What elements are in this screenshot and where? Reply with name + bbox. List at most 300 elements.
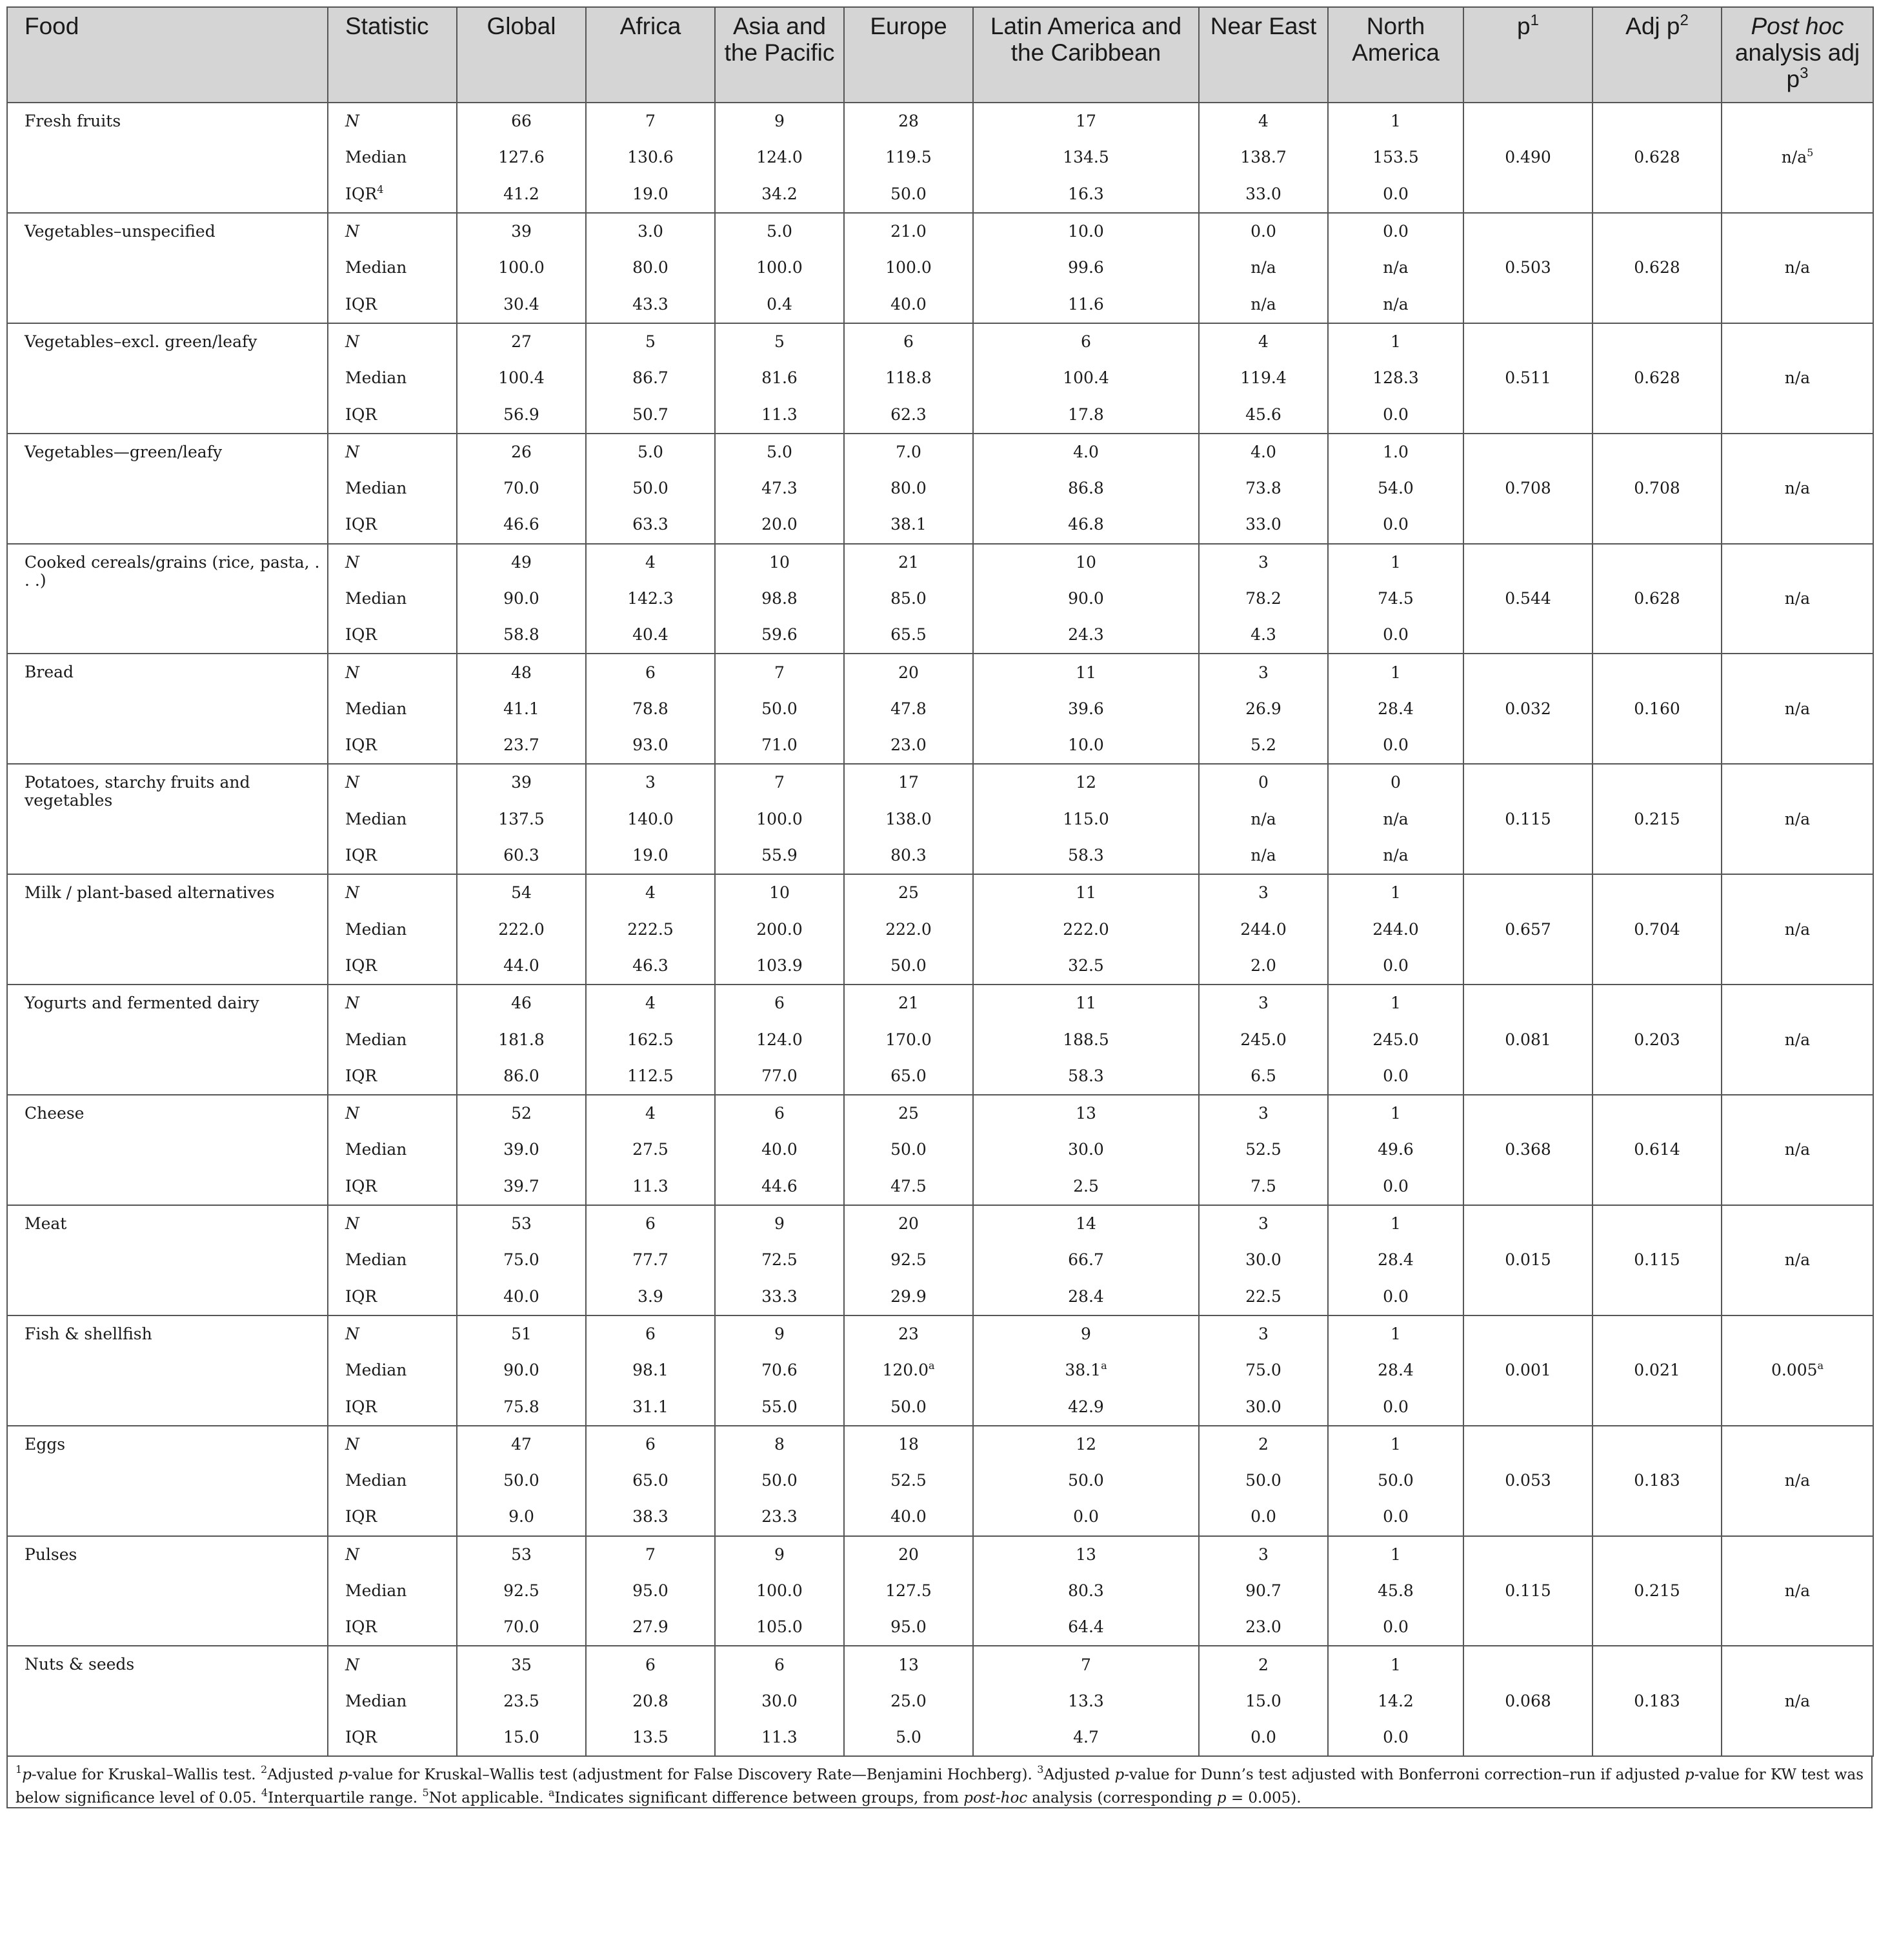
value-cell-europe (844, 1388, 973, 1425)
statistic-cell (328, 1095, 457, 1132)
cell-value: 4 (1258, 332, 1269, 351)
cell-value: 100.4 (498, 368, 545, 388)
value-cell-post-hoc (1722, 727, 1873, 764)
value-cell-post-hoc (1722, 948, 1873, 985)
value-cell-p (1463, 1168, 1593, 1205)
value-cell-near-east (1199, 434, 1328, 470)
value-cell-post-hoc (1722, 139, 1873, 175)
cell-value: 27.5 (632, 1140, 668, 1159)
cell-value: 0.0 (1383, 1397, 1409, 1416)
value-cell-adj-p (1593, 1095, 1722, 1132)
value-cell-europe (844, 396, 973, 433)
cell-value: 55.9 (761, 846, 798, 865)
value-cell-europe (844, 470, 973, 506)
cell-value: 47 (511, 1434, 532, 1454)
statistic-label: IQR (345, 1507, 377, 1526)
cell-value: 7 (774, 773, 785, 792)
cell-value: 53 (511, 1214, 532, 1234)
value-cell-north-america (1328, 506, 1463, 543)
value-cell-latin-america (973, 506, 1199, 543)
value-cell-global (457, 1426, 586, 1463)
value-cell-adj-p (1593, 985, 1722, 1021)
value-cell-p (1463, 1463, 1593, 1499)
cell-value: 120.0 (882, 1361, 929, 1380)
value-cell-asia-pacific (715, 1646, 844, 1683)
value-cell-north-america (1328, 912, 1463, 948)
col-header-latin-america: Latin America and the Caribbean (973, 7, 1199, 103)
food-name-cell: Vegetables—green/leafy (7, 434, 328, 544)
cell-value: 30.4 (503, 294, 539, 314)
value-cell-near-east (1199, 103, 1328, 139)
value-cell-near-east (1199, 1609, 1328, 1646)
value-cell-europe (844, 1426, 973, 1463)
value-cell-latin-america (973, 176, 1199, 213)
value-cell-africa (586, 691, 715, 727)
cell-value: 46.8 (1068, 515, 1104, 534)
cell-value: 30.0 (1068, 1140, 1104, 1159)
value-cell-europe (844, 103, 973, 139)
food-name-cell: Cooked cereals/grains (rice, pasta, . . .) (7, 544, 328, 654)
value-cell-p (1463, 1426, 1593, 1463)
value-cell-latin-america (973, 1573, 1199, 1609)
footnote-2-italic: p (338, 1766, 348, 1784)
cell-value: 27 (511, 332, 532, 351)
value-cell-p (1463, 948, 1593, 985)
value-cell-north-america (1328, 323, 1463, 360)
cell-value: 0.215 (1634, 809, 1680, 828)
value-cell-latin-america (973, 1021, 1199, 1057)
cell-value: 70.6 (761, 1361, 798, 1380)
footnote-2-text-b: -value for Kruskal–Wallis test (adjustment for False Discovery Rate—Benjamini Hochberg). (348, 1766, 1032, 1784)
value-cell-near-east (1199, 1132, 1328, 1168)
value-cell-p (1463, 434, 1593, 470)
cell-value: 28 (898, 112, 919, 131)
value-cell-adj-p (1593, 1279, 1722, 1315)
statistic-label: N (345, 773, 359, 792)
table-row (7, 103, 1873, 139)
value-cell-asia-pacific (715, 1132, 844, 1168)
value-cell-post-hoc (1722, 691, 1873, 727)
cell-value: 188.5 (1063, 1030, 1109, 1049)
value-cell-global (457, 912, 586, 948)
cell-value: 4 (645, 994, 656, 1013)
value-cell-north-america (1328, 1168, 1463, 1205)
value-cell-africa (586, 1352, 715, 1388)
statistic-label: N (345, 552, 359, 572)
value-cell-post-hoc (1722, 1719, 1873, 1756)
statistic-cell (328, 581, 457, 617)
cell-value: 73.8 (1245, 479, 1281, 498)
col-header-near-east: Near East (1199, 7, 1328, 103)
cell-value: 50.0 (890, 955, 927, 975)
value-cell-global (457, 1095, 586, 1132)
value-cell-global (457, 764, 586, 801)
cell-value: 0.614 (1634, 1140, 1680, 1159)
statistic-label: Median (345, 809, 407, 828)
value-cell-europe (844, 1315, 973, 1352)
value-cell-adj-p (1593, 691, 1722, 727)
statistic-label: IQR (345, 515, 377, 534)
cell-value: 6 (645, 1214, 656, 1234)
value-cell-latin-america (973, 837, 1199, 874)
statistic-cell (328, 1205, 457, 1242)
cell-value: 40.0 (890, 294, 927, 314)
cell-value: 0.628 (1634, 368, 1680, 388)
cell-value: 59.6 (761, 625, 798, 645)
cell-value: 3 (1258, 663, 1269, 682)
cell-value: 222.0 (885, 919, 932, 939)
statistic-cell (328, 617, 457, 654)
value-cell-africa (586, 1463, 715, 1499)
value-cell-latin-america (973, 1168, 1199, 1205)
value-cell-europe (844, 1609, 973, 1646)
cell-value: 0.115 (1505, 1581, 1551, 1601)
statistic-label: IQR (345, 1617, 377, 1637)
cell-value: 3 (1258, 1214, 1269, 1234)
cell-value: 95.0 (890, 1617, 927, 1637)
value-cell-global (457, 323, 586, 360)
value-cell-adj-p (1593, 213, 1722, 250)
value-cell-asia-pacific (715, 1021, 844, 1057)
value-cell-latin-america (973, 1315, 1199, 1352)
value-cell-africa (586, 1095, 715, 1132)
cell-value: 80.0 (632, 258, 668, 277)
cell-value: 100.0 (885, 258, 932, 277)
cell-value: 50.0 (1378, 1471, 1414, 1490)
cell-value: 100.0 (498, 258, 545, 277)
cell-value: n/a (1383, 294, 1409, 314)
value-cell-p (1463, 727, 1593, 764)
value-cell-near-east (1199, 948, 1328, 985)
cell-value: 12 (1076, 773, 1096, 792)
value-cell-latin-america (973, 250, 1199, 286)
cell-value: 54.0 (1378, 479, 1414, 498)
cell-value: 17 (1076, 112, 1096, 131)
value-cell-north-america (1328, 874, 1463, 911)
value-cell-asia-pacific (715, 837, 844, 874)
value-cell-p (1463, 360, 1593, 396)
cell-value: 0.032 (1505, 699, 1551, 718)
value-cell-post-hoc (1722, 1205, 1873, 1242)
cell-value: 130.6 (627, 148, 674, 167)
cell-value: 55.0 (761, 1397, 798, 1416)
cell-value: 58.8 (503, 625, 539, 645)
cell-value: 52.5 (890, 1471, 927, 1490)
value-cell-asia-pacific (715, 617, 844, 654)
post-hoc-italic: Post hoc (1751, 13, 1844, 39)
value-cell-north-america (1328, 581, 1463, 617)
statistic-label: N (345, 442, 359, 461)
cell-value: 47.8 (890, 699, 927, 718)
statistic-cell (328, 434, 457, 470)
value-cell-europe (844, 506, 973, 543)
statistic-cell (328, 948, 457, 985)
cell-value: 25 (898, 883, 919, 903)
table-row (7, 1646, 1873, 1683)
cell-value: 6 (645, 1655, 656, 1674)
cell-value: n/a (1251, 846, 1276, 865)
cell-value: 6 (1081, 332, 1091, 351)
value-cell-near-east (1199, 1279, 1328, 1315)
value-cell-p (1463, 103, 1593, 139)
cell-value: 0.215 (1634, 1581, 1680, 1601)
cell-value: 39 (511, 222, 532, 241)
value-cell-adj-p (1593, 727, 1722, 764)
table-row (7, 1426, 1873, 1463)
statistic-label: N (345, 883, 359, 903)
cell-value: 115.0 (1063, 809, 1109, 828)
cell-value: 33.3 (761, 1286, 798, 1306)
cell-value: 45.6 (1245, 405, 1281, 424)
cell-value: 35 (511, 1655, 532, 1674)
value-cell-global (457, 581, 586, 617)
value-cell-latin-america (973, 1683, 1199, 1719)
cell-value: 9 (774, 112, 785, 131)
cell-value: 65.0 (632, 1471, 668, 1490)
value-cell-near-east (1199, 764, 1328, 801)
statistic-label: N (345, 222, 359, 241)
value-cell-africa (586, 323, 715, 360)
value-cell-north-america (1328, 1242, 1463, 1278)
value-cell-p (1463, 801, 1593, 837)
value-cell-north-america (1328, 434, 1463, 470)
value-cell-north-america (1328, 1315, 1463, 1352)
value-cell-global (457, 985, 586, 1021)
value-cell-europe (844, 176, 973, 213)
cell-value: 13 (1076, 1104, 1096, 1123)
value-cell-post-hoc (1722, 874, 1873, 911)
table-row (7, 764, 1873, 801)
value-cell-global (457, 470, 586, 506)
statistic-cell (328, 985, 457, 1021)
statistic-label: IQR (345, 955, 377, 975)
cell-value: 25 (898, 1104, 919, 1123)
cell-footnote-marker: a (929, 1359, 935, 1372)
cell-value: 7.0 (896, 442, 921, 461)
value-cell-global (457, 1352, 586, 1388)
value-cell-near-east (1199, 837, 1328, 874)
value-cell-p (1463, 1609, 1593, 1646)
value-cell-p (1463, 286, 1593, 323)
value-cell-north-america (1328, 727, 1463, 764)
value-cell-post-hoc (1722, 1315, 1873, 1352)
cell-value: 1.0 (1383, 442, 1409, 461)
value-cell-latin-america (973, 323, 1199, 360)
value-cell-global (457, 691, 586, 727)
cell-value: 0.015 (1505, 1250, 1551, 1270)
cell-value: 28.4 (1378, 1361, 1414, 1380)
cell-value: 7 (645, 112, 656, 131)
cell-value: 1 (1391, 1655, 1401, 1674)
cell-value: 9 (774, 1324, 785, 1343)
cell-value: 13 (898, 1655, 919, 1674)
value-cell-africa (586, 874, 715, 911)
cell-value: 0.005 (1771, 1361, 1818, 1380)
cell-value: 118.8 (885, 368, 932, 388)
cell-value: 28.4 (1378, 699, 1414, 718)
value-cell-latin-america (973, 801, 1199, 837)
cell-value: 75.8 (503, 1397, 539, 1416)
cell-value: 7.5 (1251, 1176, 1276, 1195)
statistic-cell (328, 1499, 457, 1535)
cell-value: 0.368 (1505, 1140, 1551, 1159)
value-cell-asia-pacific (715, 213, 844, 250)
cell-value: 49.6 (1378, 1140, 1414, 1159)
cell-value: 41.2 (503, 184, 539, 203)
value-cell-near-east (1199, 1205, 1328, 1242)
statistic-cell (328, 176, 457, 213)
value-cell-p (1463, 837, 1593, 874)
cell-value: 86.7 (632, 368, 668, 388)
cell-value: 5 (645, 332, 656, 351)
cell-value: 50.7 (632, 405, 668, 424)
value-cell-africa (586, 1242, 715, 1278)
value-cell-north-america (1328, 396, 1463, 433)
value-cell-asia-pacific (715, 1426, 844, 1463)
cell-value: 63.3 (632, 515, 668, 534)
cell-value: n/a (1251, 809, 1276, 828)
value-cell-post-hoc (1722, 176, 1873, 213)
value-cell-north-america (1328, 470, 1463, 506)
value-cell-latin-america (973, 396, 1199, 433)
value-cell-global (457, 1315, 586, 1352)
value-cell-post-hoc (1722, 250, 1873, 286)
cell-value: 31.1 (632, 1397, 668, 1416)
cell-value: 0.160 (1634, 699, 1680, 718)
cell-value: 0.511 (1505, 368, 1551, 388)
value-cell-adj-p (1593, 360, 1722, 396)
cell-value: 3.9 (638, 1286, 663, 1306)
value-cell-europe (844, 837, 973, 874)
cell-value: n/a (1784, 479, 1811, 498)
table-footnotes (6, 1757, 1873, 1808)
statistic-cell (328, 470, 457, 506)
value-cell-adj-p (1593, 1463, 1722, 1499)
value-cell-latin-america (973, 1646, 1199, 1683)
food-name-cell: Potatoes, starchy fruits and vegetables (7, 764, 328, 874)
value-cell-global (457, 1646, 586, 1683)
food-name-cell: Eggs (7, 1426, 328, 1536)
value-cell-p (1463, 1315, 1593, 1352)
value-cell-adj-p (1593, 139, 1722, 175)
value-cell-p (1463, 213, 1593, 250)
adj-p-sup: 2 (1680, 12, 1689, 29)
cell-value: 33.0 (1245, 515, 1281, 534)
cell-value: 0.0 (1383, 735, 1409, 755)
value-cell-asia-pacific (715, 1315, 844, 1352)
value-cell-global (457, 1279, 586, 1315)
value-cell-p (1463, 1536, 1593, 1573)
value-cell-asia-pacific (715, 654, 844, 690)
value-cell-post-hoc (1722, 985, 1873, 1021)
cell-value: 1 (1391, 1214, 1401, 1234)
statistic-cell (328, 103, 457, 139)
value-cell-africa (586, 434, 715, 470)
cell-value: 0.708 (1505, 479, 1551, 498)
food-name-cell: Milk / plant-based alternatives (7, 874, 328, 985)
col-header-north-america: North America (1328, 7, 1463, 103)
cell-value: 0.0 (1383, 1728, 1409, 1747)
value-cell-north-america (1328, 1205, 1463, 1242)
value-cell-latin-america (973, 727, 1199, 764)
cell-value: 34.2 (761, 184, 798, 203)
value-cell-post-hoc (1722, 617, 1873, 654)
value-cell-latin-america (973, 985, 1199, 1021)
cell-value: 1 (1391, 112, 1401, 131)
value-cell-near-east (1199, 286, 1328, 323)
cell-value: 12 (1076, 1434, 1096, 1454)
cell-value: 124.0 (756, 148, 803, 167)
cell-value: 70.0 (503, 479, 539, 498)
col-header-p (1463, 7, 1593, 103)
cell-value: 4.3 (1251, 625, 1276, 645)
value-cell-europe (844, 434, 973, 470)
cell-value: 0.081 (1505, 1030, 1551, 1049)
value-cell-asia-pacific (715, 1719, 844, 1756)
value-cell-latin-america (973, 1352, 1199, 1388)
cell-value: 60.3 (503, 846, 539, 865)
footnote-1-text: -value for Kruskal–Wallis test. (31, 1766, 256, 1784)
cell-value: 0.0 (1383, 515, 1409, 534)
cell-value: 74.5 (1378, 589, 1414, 608)
value-cell-latin-america (973, 544, 1199, 581)
cell-value: 6 (645, 663, 656, 682)
cell-value: 6 (774, 1104, 785, 1123)
value-cell-p (1463, 1352, 1593, 1388)
value-cell-global (457, 1132, 586, 1168)
cell-value: 11 (1076, 883, 1096, 903)
value-cell-europe (844, 360, 973, 396)
food-name-cell: Fresh fruits (7, 103, 328, 213)
value-cell-europe (844, 912, 973, 948)
value-cell-near-east (1199, 139, 1328, 175)
cell-value: 90.7 (1245, 1581, 1281, 1601)
value-cell-north-america (1328, 1719, 1463, 1756)
cell-value: 66 (511, 112, 532, 131)
value-cell-global (457, 1463, 586, 1499)
cell-value: 58.3 (1068, 1066, 1104, 1085)
value-cell-global (457, 1536, 586, 1573)
cell-value: 25.0 (890, 1691, 927, 1710)
value-cell-global (457, 1499, 586, 1535)
value-cell-p (1463, 139, 1593, 175)
cell-value: 44.0 (503, 955, 539, 975)
cell-value: 0.0 (1383, 222, 1409, 241)
value-cell-post-hoc (1722, 360, 1873, 396)
statistic-cell (328, 1426, 457, 1463)
value-cell-latin-america (973, 1205, 1199, 1242)
value-cell-africa (586, 1536, 715, 1573)
value-cell-asia-pacific (715, 1279, 844, 1315)
cell-value: 0.0 (1251, 1728, 1276, 1747)
cell-value: 40.4 (632, 625, 668, 645)
value-cell-north-america (1328, 176, 1463, 213)
cell-value: 44.6 (761, 1176, 798, 1195)
cell-value: 0.0 (1383, 1286, 1409, 1306)
value-cell-p (1463, 874, 1593, 911)
cell-value: 10.0 (1068, 735, 1104, 755)
cell-value: 45.8 (1378, 1581, 1414, 1601)
value-cell-africa (586, 506, 715, 543)
statistic-label: N (345, 332, 359, 351)
cell-value: 13 (1076, 1545, 1096, 1564)
value-cell-latin-america (973, 1058, 1199, 1095)
value-cell-near-east (1199, 581, 1328, 617)
statistic-label: N (345, 1434, 359, 1454)
value-cell-near-east (1199, 1315, 1328, 1352)
statistic-label: IQR (345, 625, 377, 645)
cell-value: 75.0 (1245, 1361, 1281, 1380)
